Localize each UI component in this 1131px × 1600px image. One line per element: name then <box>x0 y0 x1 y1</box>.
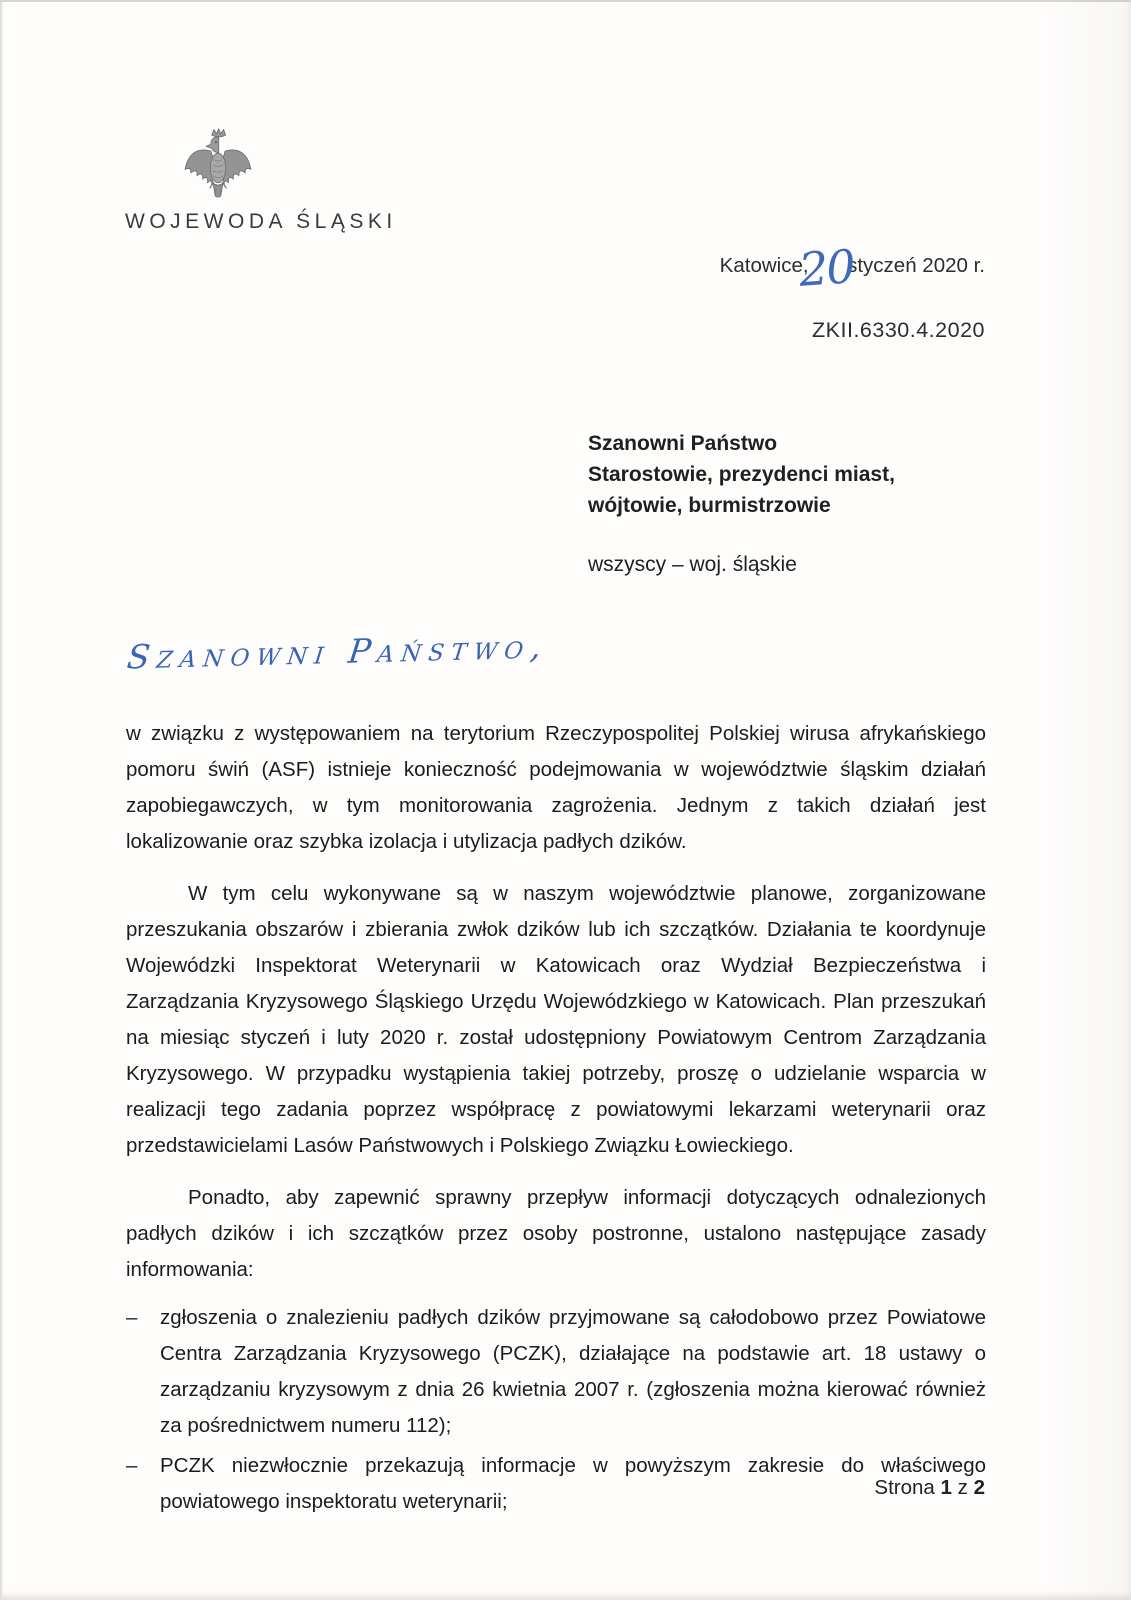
place-label: Katowice, <box>719 254 809 277</box>
bullet-dash: – <box>126 1306 138 1329</box>
bullet-text-1: zgłoszenia o znalezieniu padłych dzików przyjmowane są całodobowo przez Powiatowe Centra Zarządzania Kryzysowego (PCZK), działające na podstawie art. 18 ustawy o zarządzaniu kryzysowym z dnia 26 kwietnia 2007 r. (zgłoszenia można kierować również za pośrednictwem numeru 112); <box>160 1306 986 1437</box>
handwritten-salutation: Szanowni Państwo, <box>125 626 551 677</box>
polish-eagle-emblem-icon <box>183 124 253 212</box>
date-rest: styczeń 2020 r. <box>847 254 985 277</box>
page-number-footer <box>874 1476 985 1500</box>
bullet-dash: – <box>126 1454 138 1477</box>
footer-current-page: 1 <box>940 1476 952 1499</box>
addressee-line-2: Starostowie, prezydenci miast, <box>588 463 895 486</box>
addressee-block <box>588 428 895 580</box>
addressee-line-3: wójtowie, burmistrzowie <box>588 494 831 517</box>
paragraph-3: Ponadto, aby zapewnić sprawny przepływ informacji dotyczących odnalezionych padłych dzików i ich szczątków przez osoby postronne, ustalono następujące zasady informowania: <box>126 1186 986 1281</box>
bullet-item-2 <box>126 1448 986 1520</box>
scan-edge-shading <box>1041 0 1131 1600</box>
letter-body <box>126 716 986 1524</box>
footer-prefix: Strona <box>874 1476 935 1499</box>
addressee-line-1: Szanowni Państwo <box>588 432 778 455</box>
bullet-text-2: PCZK niezwłocznie przekazują informacje w powyższym zakresie do właściwego powiatowego inspektoratu weterynarii; <box>160 1454 986 1513</box>
bullet-item-1 <box>126 1300 986 1444</box>
handwritten-day: 20 <box>796 239 855 297</box>
footer-total-pages: 2 <box>973 1476 985 1499</box>
paragraph-1: w związku z występowaniem na terytorium Rzeczypospolitej Polskiej wirusa afrykańskiego pomoru świń (ASF) istnieje konieczność podejmowania w województwie śląskim działań zapobiegawczych, w tym monitorowania zagrożenia. Jednym z takich działań jest lokalizowanie oraz szybka izolacja i utylizacja padłych dzików. <box>126 722 986 853</box>
place-date-line <box>0 239 985 297</box>
issuer-title: WOJEWODA ŚLĄSKI <box>125 210 397 233</box>
addressee-scope-line: wszyscy – woj. śląskie <box>588 553 797 576</box>
reference-number: ZKII.6330.4.2020 <box>812 318 985 342</box>
footer-of-word: z <box>957 1476 968 1499</box>
paragraph-2: W tym celu wykonywane są w naszym województwie planowe, zorganizowane przeszukania obszarów i zbierania zwłok dzików lub ich szczątków. Działania te koordynuje Wojewódzki Inspektorat Weterynarii w Katowicach oraz Wydział Bezpieczeństwa i Zarządzania Kryzysowego Śląskiego Urzędu Wojewódzkiego w Katowicach. Plan przeszukań na miesiąc styczeń i luty 2020 r. został udostępniony Powiatowym Centrom Zarządzania Kryzysowego. W przypadku wystąpienia takiej potrzeby, proszę o udzielanie wsparcia w realizacji tego zadania poprzez współpracę z powiatowymi lekarzami weterynarii oraz przedstawicielami Lasów Państwowych i Polskiego Związku Łowieckiego. <box>126 882 986 1157</box>
